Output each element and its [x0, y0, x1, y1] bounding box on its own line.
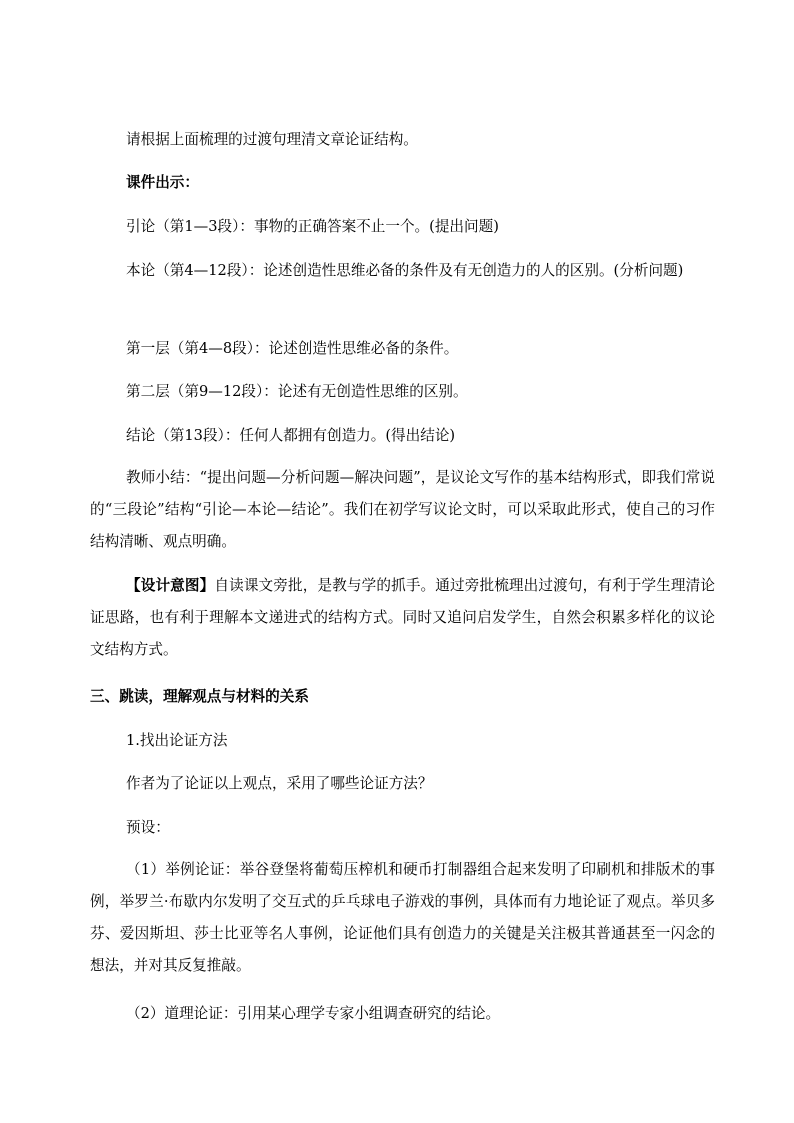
example-argument-paragraph: （1）举例论证：举谷登堡将葡萄压榨机和硬币打制器组合起来发明了印刷机和排版术的事例，举罗兰·布歇内尔发明了交互式的乒乓球电子游戏的事例，具体而有力地论证了观点。举贝多芬、爱因斯坦、莎士比亚等名人事例，论证他们具有创造力的关键是关注极其普通甚至一闪念的想法，并对其反复推敲。	[90, 861, 715, 974]
question-line: 作者为了论证以上观点，采用了哪些论证方法？	[126, 775, 433, 792]
design-intent-tag: 【设计意图】	[126, 577, 215, 594]
instruction-line: 请根据上面梳理的过渡句理清文章论证结构。	[126, 131, 418, 148]
second-layer-line: 第二层（第9—12段）：论述有无创造性思维的区别。	[126, 383, 468, 400]
conclusion-line: 结论（第13段）：任何人都拥有创造力。(得出结论)	[126, 427, 456, 444]
section-three-heading: 三、跳读，理解观点与材料的关系	[90, 688, 309, 705]
reasoning-argument-line: （2）道理论证：引用某心理学专家小组调查研究的结论。	[126, 1005, 501, 1022]
intro-section-line: 引论（第1—3段）：事物的正确答案不止一个。(提出问题)	[126, 218, 499, 235]
design-intent-text: 自读课文旁批，是教与学的抓手。通过旁批梳理出过渡句，有利于学生理清论证思路，也有利于理解本文递进式的结构方式。同时又追问启发学生，自然会积累多样化的议论文结构方式。	[90, 577, 715, 658]
find-method-heading: 1.找出论证方法	[126, 732, 228, 749]
preset-label: 预设：	[126, 819, 170, 836]
teacher-summary-paragraph: 教师小结：“提出问题—分析问题—解决问题”，是议论文写作的基本结构形式，即我们常说的“三段论”结构“引论—本论—结论”。我们在初学写议论文时，可以采取此形式，使自己的习作结构清晰、观点明确。	[90, 469, 715, 550]
courseware-heading: 课件出示：	[126, 174, 199, 191]
body-section-paragraph: 本论（第4—12段）：论述创造性思维必备的条件及有无创造力的人的区别。(分析问题)	[126, 262, 684, 279]
design-intent-paragraph	[90, 570, 715, 666]
first-layer-line: 第一层（第4—8段）：论述创造性思维必备的条件。	[126, 340, 459, 357]
